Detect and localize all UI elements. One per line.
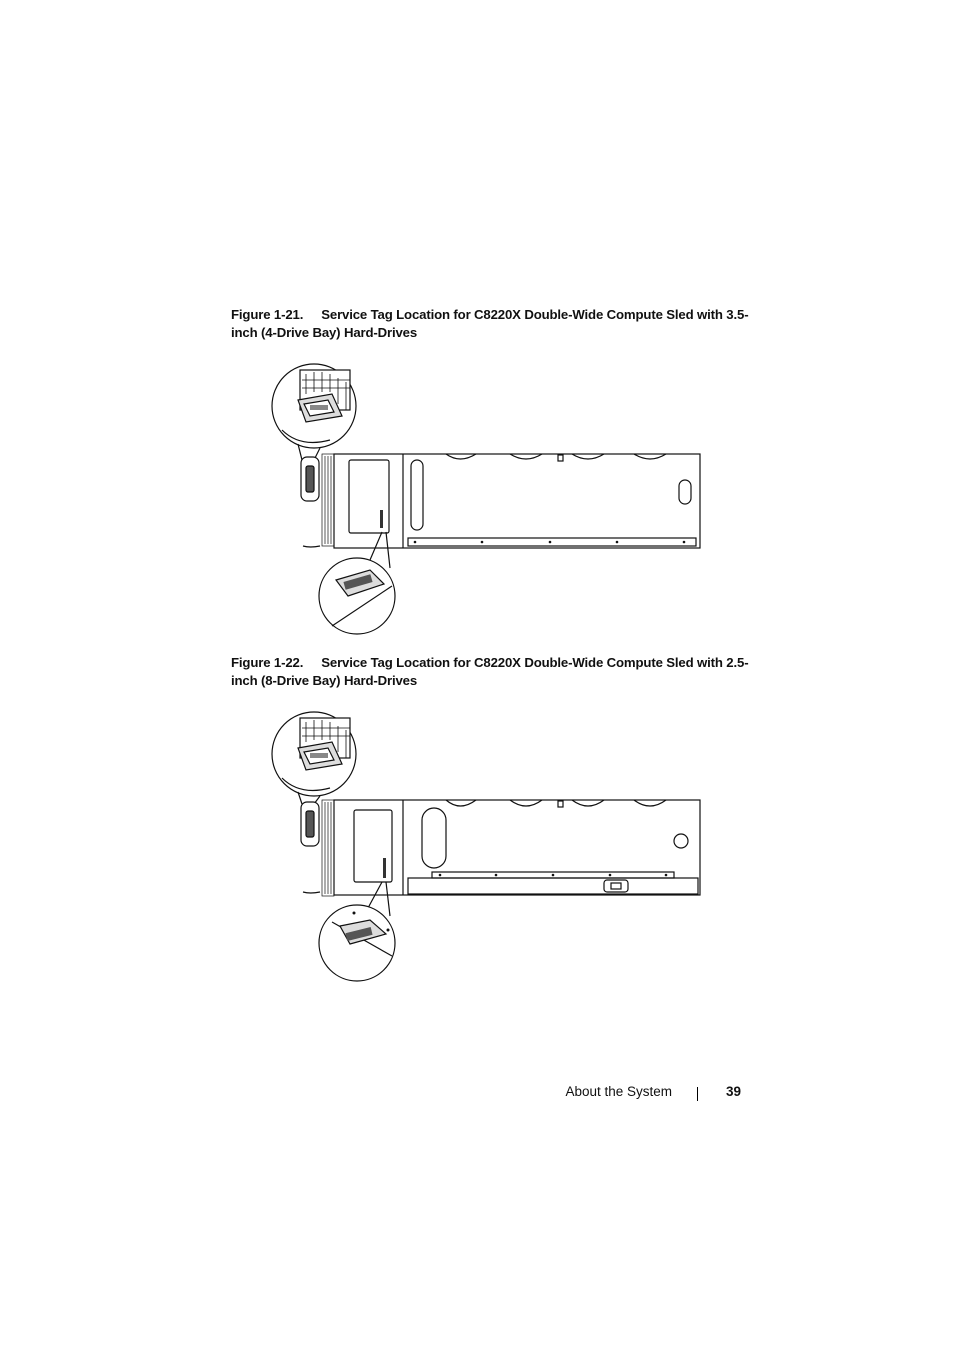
front-vent — [322, 454, 334, 546]
top-magnifier-callout — [272, 712, 356, 796]
page-footer — [0, 1084, 954, 1104]
sled-handle — [301, 802, 319, 846]
sled-2-5-inch-illustration — [270, 708, 710, 988]
figure-number: Figure 1-21. — [231, 307, 304, 322]
sled-3-5-inch-illustration — [270, 360, 710, 640]
footer-separator — [697, 1087, 698, 1101]
top-magnifier-callout — [272, 364, 356, 448]
figure-1-21-caption — [231, 306, 751, 342]
page-number: 39 — [726, 1084, 742, 1099]
bottom-magnifier-callout — [319, 558, 395, 634]
label-panel — [354, 810, 392, 882]
figure-title: Service Tag Location for C8220X Double-Wide Compute Sled with 2.5-inch (8-Drive Bay) Hard-Drives — [231, 655, 749, 688]
figure-title: Service Tag Location for C8220X Double-Wide Compute Sled with 3.5-inch (4-Drive Bay) Hard-Drives — [231, 307, 749, 340]
footer-section-title: About the System — [565, 1084, 672, 1099]
bottom-magnifier-callout — [319, 905, 395, 981]
front-vent — [322, 800, 334, 896]
sled-handle — [301, 457, 319, 501]
figure-1-22-caption — [231, 654, 751, 690]
figure-number: Figure 1-22. — [231, 655, 304, 670]
